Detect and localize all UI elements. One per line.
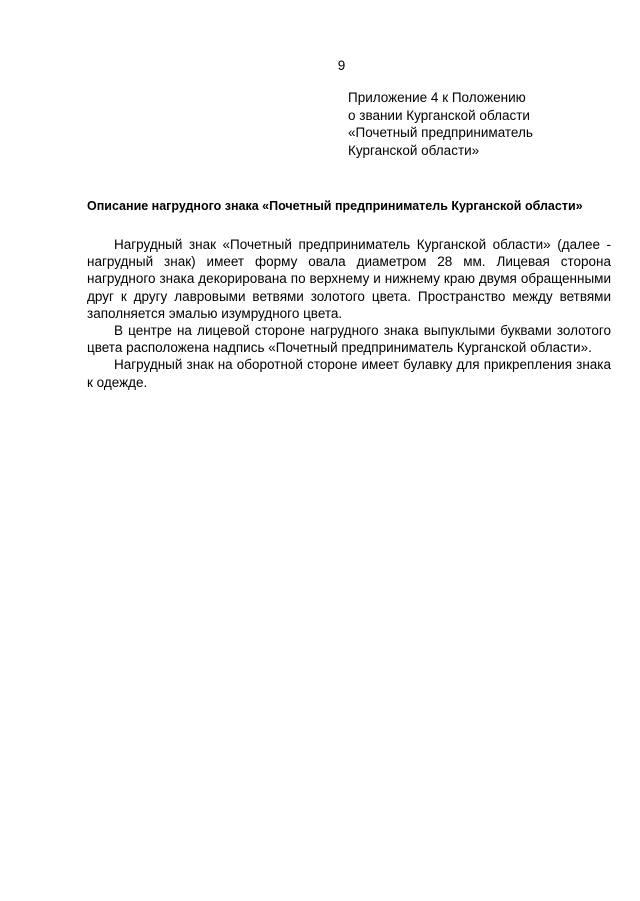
paragraph: В центре на лицевой стороне нагрудного знака выпуклыми буквами золотого цвета расположена надпись «Почетный предприниматель Курганской области». [87,323,611,356]
document-title: Описание нагрудного знака «Почетный предприниматель Курганской области» [87,199,583,213]
page-number: 9 [337,58,346,73]
paragraph: Нагрудный знак на оборотной стороне имеет булавку для прикрепления знака к одежде. [87,357,611,390]
appendix-line: Курганской области» [348,142,480,158]
appendix-line: Приложение 4 к Положению [348,90,526,105]
paragraph: Нагрудный знак «Почетный предприниматель Курганской области» (далее - нагрудный знак) имеет форму овала диаметром 28 мм. Лицевая сторона нагрудного знака декорирована по верхнему и нижнему краю двумя обращенными друг к другу лавровыми ветвями золотого цвета. Пространство между ветвями заполняется эмалью изумрудного цвета. [87,237,611,321]
appendix-reference [348,89,533,159]
body-text [87,236,611,391]
appendix-line: о звании Курганской области [348,107,530,123]
appendix-line: «Почетный предприниматель [348,125,533,140]
